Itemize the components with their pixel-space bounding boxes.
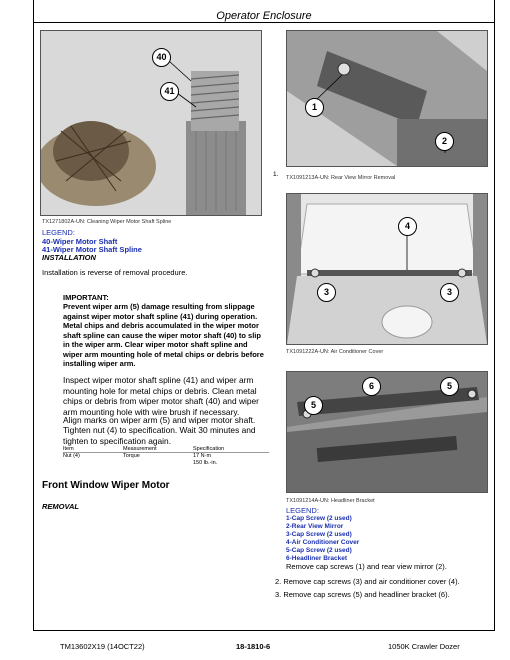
step-1-number: 1. — [273, 171, 279, 178]
legend-item: 40-Wiper Motor Shaft — [42, 237, 118, 246]
callout-4: 4 — [398, 217, 417, 236]
important-heading: IMPORTANT: — [63, 293, 109, 302]
spec-value-imperial: 150 lb.-in. — [193, 459, 218, 466]
important-text: Prevent wiper arm (5) damage resulting from slippage against wiper motor shaft spline (41) during operation. Metal chips and debris accumulated in the wiper motor shaft spline can cause the wiper motor shaft (40) to slip in the wiper arm. Clear wiper motor shaft spline and wiper arm mounting hole of metal chips or debris before installing wiper arm. — [63, 302, 264, 368]
spec-item: Nut (4) — [63, 453, 123, 467]
header-rule — [33, 22, 495, 23]
callout-3: 3 — [440, 283, 459, 302]
figure-caption: TX1091222A-UN: Air Conditioner Cover — [286, 349, 384, 355]
callout-5: 5 — [304, 396, 323, 415]
legend-title: LEGEND: — [286, 506, 319, 515]
installation-heading: INSTALLATION — [42, 253, 96, 262]
page-title: Operator Enclosure — [216, 10, 312, 22]
spec-measurement: Torque — [123, 453, 193, 467]
spec-row — [63, 453, 269, 467]
wiper-shaft-illustration — [41, 31, 261, 215]
step-1-text: Remove cap screws (1) and rear view mirror (2). — [286, 562, 447, 571]
align-paragraph: Align marks on wiper arm (5) and wiper motor shaft. — [63, 415, 256, 425]
footer-doc-id: TM13602X19 (14OCT22) — [60, 642, 145, 651]
ac-cover-photo — [286, 193, 488, 345]
figure-caption: TX1091213A-UN: Rear View Mirror Removal — [286, 175, 396, 181]
callout-40: 40 — [152, 48, 171, 67]
section-title: Front Window Wiper Motor — [42, 480, 170, 491]
legend-item: 2-Rear View Mirror — [286, 523, 344, 530]
callout-5: 5 — [440, 377, 459, 396]
legend-item: 5-Cap Screw (2 used) — [286, 547, 352, 554]
spec-table — [63, 446, 269, 466]
legend-title: LEGEND: — [42, 228, 75, 237]
spec-value-metric: 17 N·m — [193, 453, 212, 459]
inspect-paragraph: Inspect wiper motor shaft spline (41) and wiper arm mounting hole for metal chips or debris. Clean metal chips or debris from wiper motor shaft (40) and wiper arm mounting hole with wire brush if necessary. — [63, 375, 259, 417]
step-3: 3. Remove cap screws (5) and headliner bracket (6). — [275, 590, 450, 599]
callout-6: 6 — [362, 377, 381, 396]
footer-page-number: 18-1810-6 — [236, 642, 271, 651]
spec-header-measurement: Measurement — [123, 446, 157, 452]
figure-caption: TX1091214A-UN: Headliner Bracket — [286, 498, 375, 504]
frame-left — [33, 22, 34, 630]
wiper-shaft-photo — [40, 30, 262, 216]
frame-right — [494, 22, 495, 630]
callout-2: 2 — [435, 132, 454, 151]
legend-item: 41-Wiper Motor Shaft Spline — [42, 245, 142, 254]
footer-model: 1050K Crawler Dozer — [388, 642, 460, 651]
figure-caption: TX1271802A-UN: Cleaning Wiper Motor Shaft Spline — [42, 219, 172, 225]
legend-item: 1-Cap Screw (2 used) — [286, 515, 352, 522]
legend-item: 4-Air Conditioner Cover — [286, 539, 360, 546]
step-2: 2. Remove cap screws (3) and air conditioner cover (4). — [275, 577, 460, 586]
footer-rule — [33, 630, 495, 631]
callout-3: 3 — [317, 283, 336, 302]
spec-value — [193, 453, 269, 467]
installation-text: Installation is reverse of removal procedure. — [42, 268, 188, 277]
legend-list — [286, 515, 359, 563]
spec-header-specification: Specification — [193, 446, 225, 452]
ac-cover-illustration — [287, 194, 487, 344]
legend-item: 3-Cap Screw (2 used) — [286, 531, 352, 538]
tighten-paragraph: Tighten nut (4) to specification. Wait 30 minutes and tighten to specification again. — [63, 425, 256, 446]
callout-41: 41 — [160, 82, 179, 101]
removal-heading: REMOVAL — [42, 502, 79, 511]
callout-1: 1 — [305, 98, 324, 117]
spec-header-item: Item — [63, 446, 74, 452]
legend-item: 6-Headliner Bracket — [286, 555, 348, 562]
